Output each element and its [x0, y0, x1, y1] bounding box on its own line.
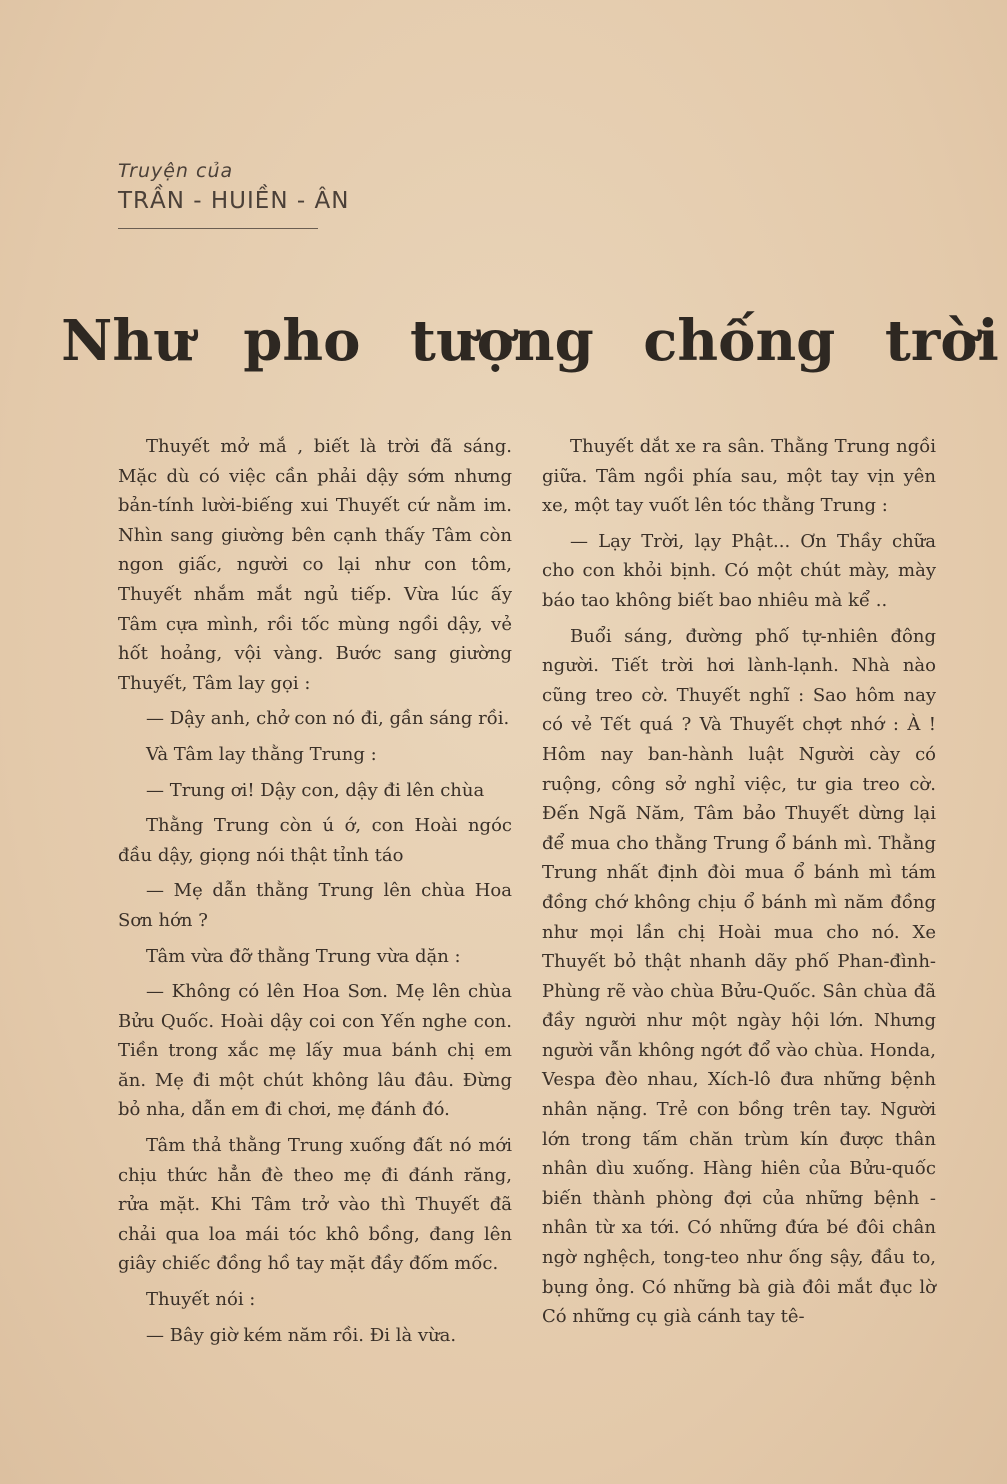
paragraph: — Dậy anh, chở con nó đi, gần sáng rồi.: [146, 708, 510, 730]
byline: [118, 160, 349, 214]
byline-prefix: Truyện của: [118, 160, 234, 182]
paragraph: — Bây giờ kém năm rồi. Đi là vừa.: [146, 1324, 457, 1346]
paragraph: Tâm vừa đỡ thằng Trung vừa dặn :: [146, 945, 461, 967]
paragraph: Thuyết dắt xe ra sân. Thằng Trung ngồi giữa. Tâm ngồi phía sau, một tay vịn yên xe, một tay vuốt lên tóc thằng Trung :: [542, 436, 936, 517]
paragraph: Buổi sáng, đường phố tự-nhiên đông người. Tiết trời hơi lành-lạnh. Nhà nào cũng treo cờ. Thuyết nghĩ : Sao hôm nay có vẻ Tết quá ? Và Thuyết chợt nhớ : À ! Hôm nay ban-hành luật Người cày có ruộng, công sở nghỉ việc, tư gia treo cờ. Đến Ngã Năm, Tâm bảo Thuyết dừng lại để mua cho thằng Trung ổ bánh mì. Thằng Trung nhất định đòi mua ổ bánh mì tám đồng chớ không chịu ổ bánh mì năm đồng như mọi lần chị Hoài mua cho nó. Xe Thuyết bỏ thật nhanh dãy phố Phan-đình-Phùng rẽ vào chùa Bửu-Quốc. Sân chùa đã đầy người như một ngày hội lớn. Nhưng người vẫn không ngớt đổ vào chùa. Honda, Vespa đèo nhau, Xích-lô đưa những bệnh nhân nặng. Trẻ con bồng trên tay. Người lớn trong tấm chăn trùm kín được thân nhân dìu xuống. Hàng hiên của Bửu-quốc biến thành phòng đợi của những bệnh - nhân từ xa tới. Có những đứa bé đôi chân ngờ nghệch, tong-teo như ống sậy, đầu to, bụng ỏng. Có những bà già đôi mắt đục lờ Có những cụ già cánh tay tê-: [542, 625, 936, 1328]
paragraph: Thuyết mở mắ , biết là trời đã sáng. Mặc dù có việc cần phải dậy sớm nhưng bản-tính lười-biếng xui Thuyết cứ nằm im. Nhìn sang giường bên cạnh thấy Tâm còn ngon giấc, người co lại như con tôm, Thuyết nhắm mắt ngủ tiếp. Vừa lúc ấy Tâm cựa mình, rồi tốc mùng ngồi dậy, vẻ hốt hoảng, vội vàng. Bước sang giường Thuyết, Tâm lay gọi :: [118, 436, 512, 694]
paragraph: — Không có lên Hoa Sơn. Mẹ lên chùa Bửu Quốc. Hoài dậy coi con Yến nghe con. Tiền trong xắc mẹ lấy mua bánh chị em ăn. Mẹ đi một chút không lâu đâu. Đừng bỏ nha, dẫn em đi chơi, mẹ đánh đó.: [118, 981, 512, 1121]
paragraph: Tâm thả thằng Trung xuống đất nó mới chịu thức hẳn đè theo mẹ đi đánh răng, rửa mặt. Khi Tâm trở vào thì Thuyết đã chải qua loa mái tóc khô bồng, đang lên giây chiếc đồng hồ tay mặt đầy đốm mốc.: [118, 1135, 512, 1275]
byline-author: TRẦN - HUIỀN - ÂN: [118, 188, 350, 214]
paragraph: — Lạy Trời, lạy Phật... Ơn Thầy chữa cho con khỏi bịnh. Có một chút mày, mày báo tao không biết bao nhiêu mà kể ..: [542, 530, 936, 611]
byline-underline: [118, 228, 318, 229]
story-title: Như pho tượng chống trời: [61, 308, 999, 374]
paragraph: Thằng Trung còn ú ớ, con Hoài ngóc đầu dậy, giọng nói thật tỉnh táo: [118, 815, 512, 866]
paragraph: Và Tâm lay thằng Trung :: [146, 743, 377, 765]
left-column: [118, 432, 512, 1356]
right-column: [542, 432, 936, 1338]
paragraph: — Mẹ dẫn thằng Trung lên chùa Hoa Sơn hớn ?: [118, 880, 512, 931]
paragraph: — Trung ơi! Dậy con, dậy đi lên chùa: [146, 779, 485, 801]
paragraph: Thuyết nói :: [146, 1289, 256, 1311]
